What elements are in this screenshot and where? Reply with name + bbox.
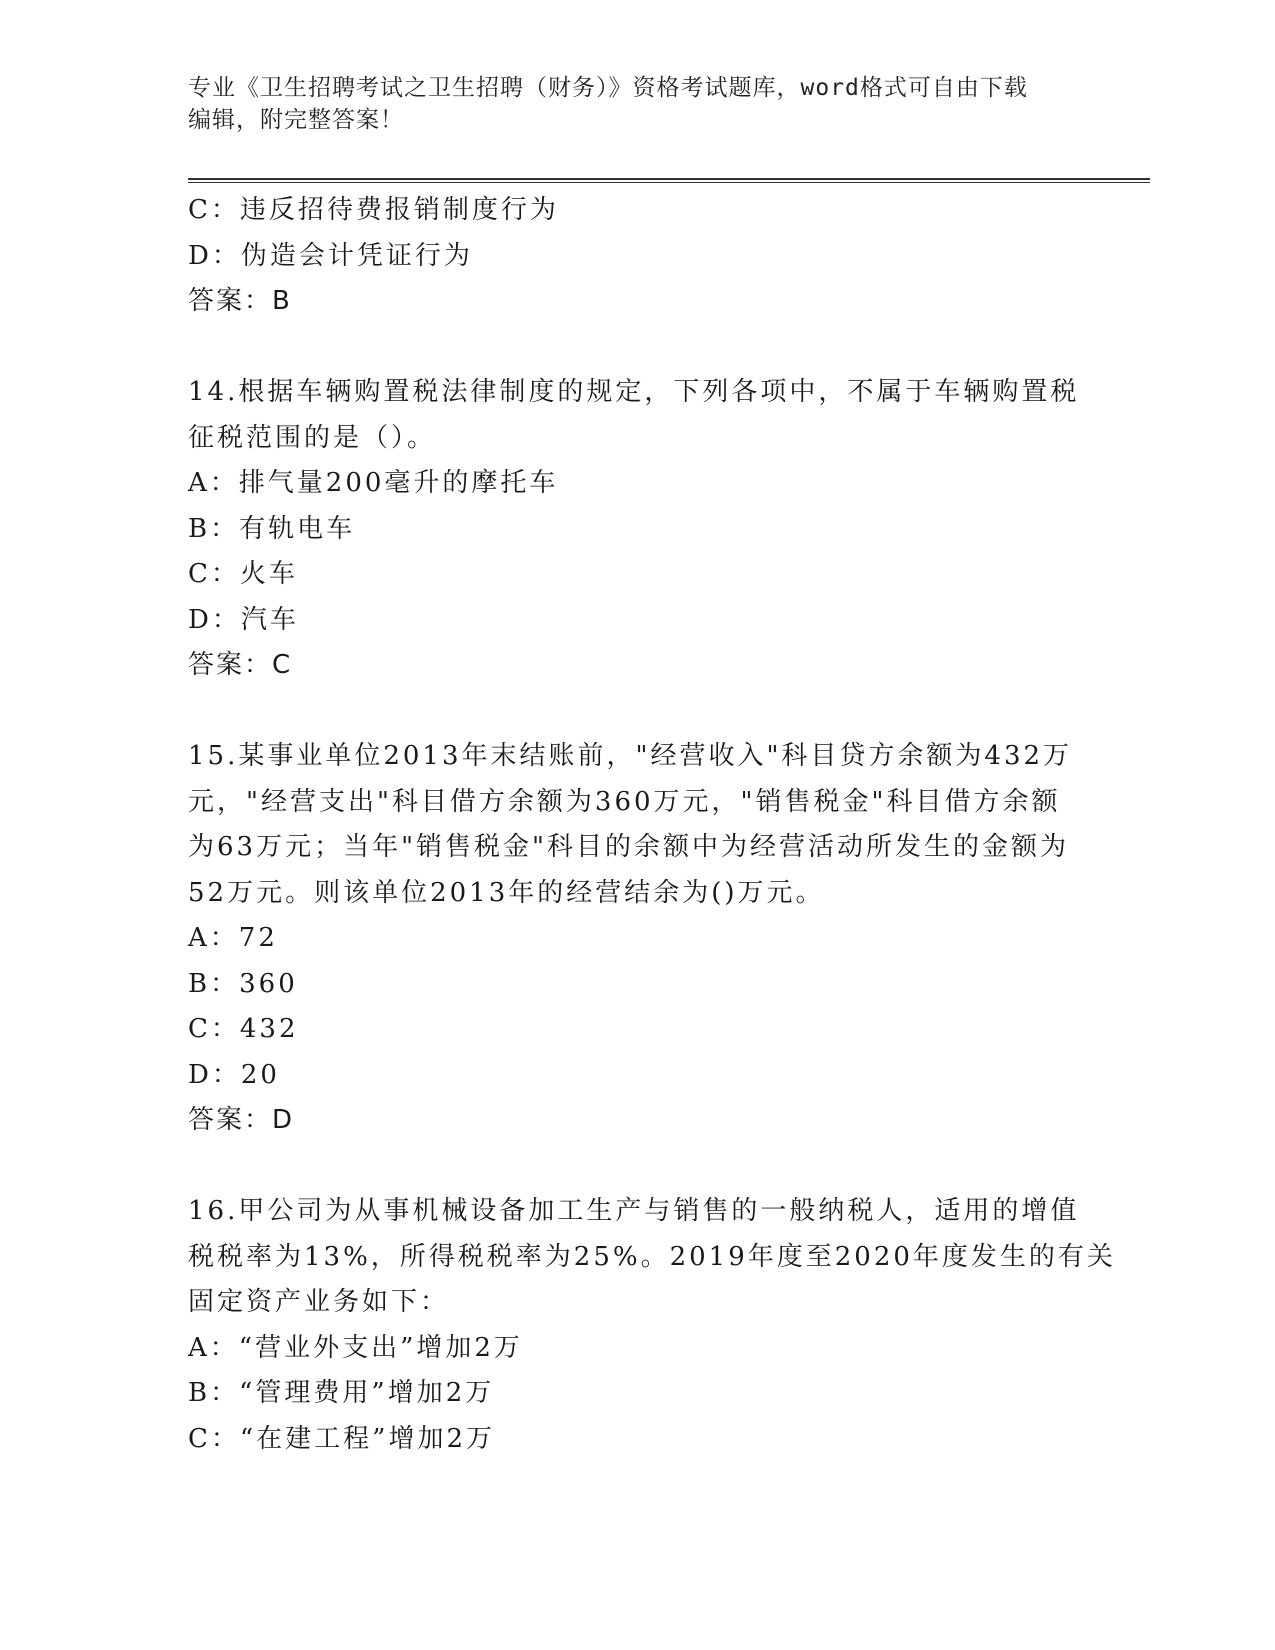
document-header [188, 72, 1150, 136]
answer: 答案：B [188, 286, 292, 316]
option-b: B：360 [188, 968, 298, 999]
question-stem: 税税率为13%，所得税税率为25%。2019年度至2020年度发生的有关 [188, 1241, 1116, 1272]
spacer [188, 325, 1088, 371]
question-stem: 16.甲公司为从事机械设备加工生产与销售的一般纳税人，适用的增值 [188, 1196, 1080, 1226]
question-stem: 52万元。则该单位2013年的经营结余为()万元。 [188, 877, 825, 908]
question-list [188, 188, 1116, 1462]
question-16 [188, 1189, 1116, 1462]
option-d: D：伪造会计凭证行为 [188, 240, 473, 271]
question-stem: 15.某事业单位2013年末结账前，"经营收入"科目贷方余额为432万 [188, 741, 1073, 771]
question-stem: 元，"经营支出"科目借方余额为360万元，"销售税金"科目借方余额 [188, 786, 1061, 817]
question-13 [188, 188, 1088, 325]
option-b: B：有轨电车 [188, 513, 356, 544]
question-14 [188, 370, 1088, 689]
spacer [188, 689, 1088, 735]
question-stem: 14.根据车辆购置税法律制度的规定，下列各项中，不属于车辆购置税 [188, 377, 1080, 407]
answer: 答案：D [188, 1105, 295, 1135]
header-divider [188, 178, 1150, 183]
option-a: A：“营业外支出”增加2万 [188, 1332, 523, 1363]
option-a: A：72 [188, 923, 278, 953]
option-c: C：火车 [188, 559, 298, 589]
option-d: D：20 [188, 1059, 280, 1090]
question-stem: 固定资产业务如下： [188, 1287, 450, 1317]
question-stem: 征税范围的是（）。 [188, 422, 437, 453]
header-line-1: 专业《卫生招聘考试之卫生招聘（财务）》资格考试题库，word格式可自由下载 [188, 75, 1028, 101]
option-d: D：汽车 [188, 604, 299, 635]
option-c: C：违反招待费报销制度行为 [188, 195, 559, 225]
option-a: A：排气量200毫升的摩托车 [188, 468, 559, 498]
option-b: B：“管理费用”增加2万 [188, 1378, 495, 1408]
option-c: C：“在建工程”增加2万 [188, 1423, 496, 1454]
header-line-2: 编辑，附完整答案！ [188, 107, 404, 133]
question-stem: 为63万元；当年"销售税金"科目的余额中为经营活动所发生的金额为 [188, 832, 1070, 862]
answer: 答案：C [188, 650, 293, 680]
question-15 [188, 734, 1088, 1144]
spacer [188, 1144, 1088, 1190]
option-c: C：432 [188, 1014, 299, 1044]
